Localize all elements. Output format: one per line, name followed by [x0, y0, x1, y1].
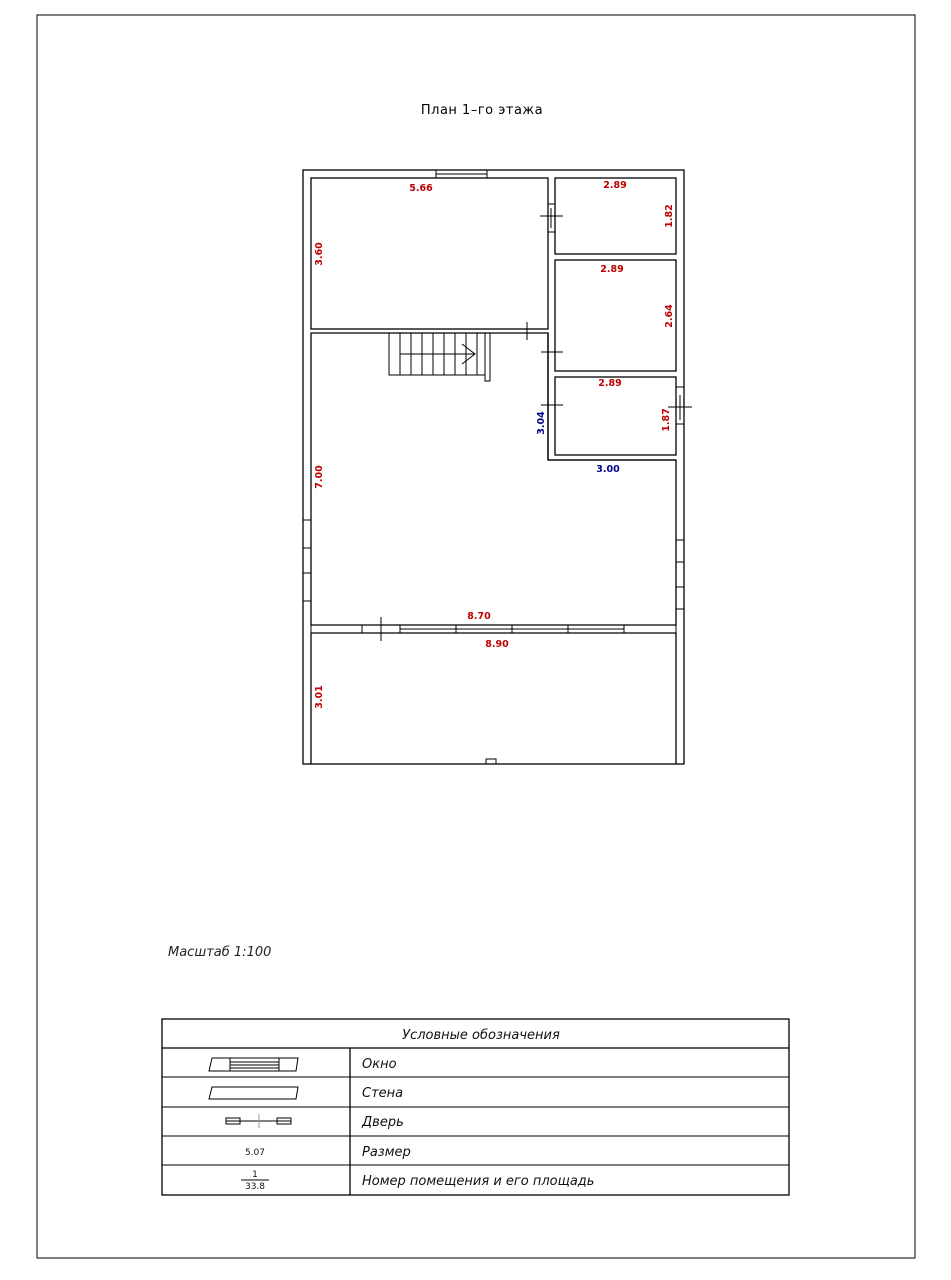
staircase	[389, 333, 490, 381]
legend-label-room: Номер помещения и его площадь	[362, 1174, 595, 1189]
legend-label-wall: Стена	[362, 1086, 404, 1101]
room-3	[555, 260, 676, 371]
window-left-2	[303, 573, 311, 601]
legend-table	[162, 1019, 789, 1195]
wall-symbol-icon	[209, 1087, 298, 1099]
legend-room-area-sample: 33.8	[244, 1182, 266, 1192]
window-right-2	[676, 587, 684, 609]
dim-room4-height: 1.87	[661, 408, 672, 432]
dim-room3-width: 2.89	[600, 264, 624, 275]
plan-title: План 1–го этажа	[420, 103, 544, 118]
dim-corridor-width: 3.00	[596, 464, 620, 475]
dim-hall-width: 8.70	[467, 611, 491, 622]
dim-room3-height: 2.64	[664, 304, 675, 328]
dim-room1-height: 3.60	[314, 242, 325, 266]
sheet-frame	[37, 15, 915, 1258]
terrace	[311, 633, 676, 764]
legend-header: Условные обозначения	[402, 1028, 560, 1043]
door-symbol-icon	[226, 1114, 291, 1128]
dim-room1-width: 5.66	[409, 183, 433, 194]
room-1	[311, 178, 548, 329]
scale-label: Масштаб 1:100	[168, 945, 272, 960]
legend-dimension-sample: 5.07	[244, 1148, 266, 1158]
window-left-1	[303, 520, 311, 548]
window-right-1	[676, 540, 684, 562]
legend-label-door: Дверь	[362, 1115, 404, 1130]
dim-hall-height: 7.00	[314, 465, 325, 489]
terrace-post	[486, 759, 496, 764]
dim-room4-width: 2.89	[598, 378, 622, 389]
legend-label-window: Окно	[362, 1057, 397, 1072]
dim-corridor-height: 3.04	[536, 411, 547, 435]
dim-room2-height: 1.82	[664, 204, 675, 228]
outer-wall	[303, 170, 684, 764]
window-symbol-icon	[209, 1058, 298, 1071]
legend-room-number-sample: 1	[252, 1170, 258, 1180]
floor-plan	[303, 170, 692, 764]
dim-room2-width: 2.89	[603, 180, 627, 191]
dim-terrace-width: 8.90	[485, 639, 509, 650]
legend-label-dimension: Размер	[362, 1145, 411, 1160]
dim-terrace-height: 3.01	[314, 685, 325, 709]
